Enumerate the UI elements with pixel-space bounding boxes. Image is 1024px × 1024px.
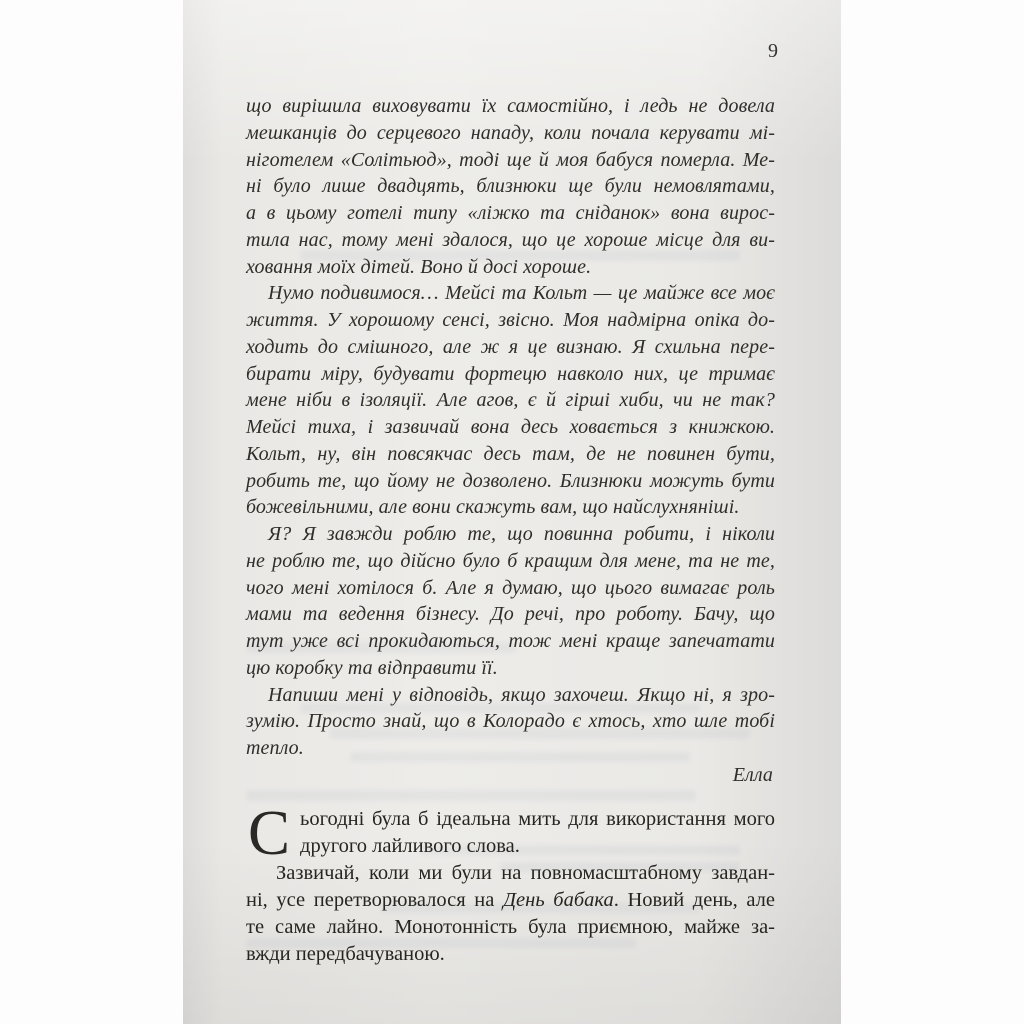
section-line: те саме лайно. Монотонність була приємною, майже за- bbox=[246, 916, 775, 938]
letter-line: тепло. bbox=[246, 737, 304, 759]
letter-line: зумію. Просто знай, що в Колорадо є хтось, хто шле тобі bbox=[246, 710, 775, 733]
section-line-part: ні, усе перетворювалося на bbox=[246, 889, 504, 911]
drop-cap: С bbox=[248, 798, 291, 868]
section-line: другого лайливого слова. bbox=[300, 835, 520, 857]
italic-phrase: День бабака bbox=[503, 889, 614, 911]
section-line: вжди передбачуваною. bbox=[246, 943, 445, 965]
narrative-section bbox=[246, 798, 775, 968]
letter-line: Кольт, ну, він повсякчас десь там, де не повинен бути, bbox=[246, 442, 775, 465]
letter-line: божевільними, але вони скажуть вам, що найслухняніші. bbox=[246, 496, 740, 519]
letter-line: ходить до смішного, але ж я це визнаю. Я схильна пере- bbox=[246, 335, 775, 358]
letter-line: мами та ведення бізнесу. До речі, про роботу. Бачу, що bbox=[246, 603, 775, 626]
section-line-part: . Новий день, але bbox=[613, 889, 775, 911]
letter-line: ховання моїх дітей. Воно й досі хороше. bbox=[246, 255, 592, 278]
letter-line: ні було лише двадцять, близнюки ще були немовлятами, bbox=[246, 175, 775, 198]
letter-line: що вирішила виховувати їх самостійно, і ледь не довела bbox=[246, 95, 775, 117]
letter-paragraph bbox=[246, 682, 775, 762]
letter-line: тут уже всі прокидаються, тож мені краще запечатати bbox=[246, 630, 775, 652]
letter-body bbox=[246, 93, 775, 789]
letter-signature: Елла bbox=[732, 763, 773, 786]
letter-line: а в цьому готелі типу «ліжко та сніданок» вона вирос- bbox=[246, 202, 775, 224]
letter-line: мешканців до серцевого нападу, коли почала керувати мі- bbox=[246, 121, 775, 144]
letter-line: Я? Я завжди роблю те, що повинна робити, і ніколи bbox=[268, 523, 775, 545]
letter-line: Мейсі тиха, і зазвичай вона десь ховається з книжкою. bbox=[246, 416, 775, 438]
letter-line: Напиши мені у відповідь, якщо захочеш. Якщо ні, я зро- bbox=[268, 683, 775, 706]
page-number: 9 bbox=[768, 40, 778, 62]
letter-paragraph bbox=[246, 280, 775, 521]
letter-line: робить те, що йому не дозволено. Близнюки можуть бути bbox=[246, 469, 775, 492]
letter-line: не роблю те, що дійсно було б кращим для мене, та не те, bbox=[246, 549, 775, 572]
letter-line: чого мені хотілося б. Але я думаю, що цього вимагає роль bbox=[246, 576, 775, 599]
letter-line: мене ніби в ізоляції. Але агов, є й гірші хиби, чи не так? bbox=[246, 389, 775, 412]
letter-line: цю коробку та відправити її. bbox=[246, 656, 498, 679]
letter-paragraph bbox=[246, 521, 775, 682]
section-line: ьогодні була б ідеальна мить для використання мого bbox=[300, 808, 775, 830]
letter-paragraph bbox=[246, 93, 775, 280]
letter-line: життя. У хорошому сенсі, звісно. Моя надмірна опіка до- bbox=[246, 309, 775, 331]
letter-line: Нумо подивимося… Мейсі та Кольт — це майже все моє bbox=[268, 282, 775, 305]
letter-line: бирати міру, будувати фортецю навколо них, це тримає bbox=[246, 362, 775, 385]
letter-line: ніготелем «Солітьюд», тоді ще й моя бабуся померла. Ме- bbox=[246, 148, 775, 171]
section-line bbox=[246, 887, 775, 914]
book-page bbox=[183, 0, 841, 1024]
letter-line: тила нас, тому мені здалося, що це хороше місце для ви- bbox=[246, 228, 775, 251]
section-line: Зазвичай, коли ми були на повномасштабному завдан- bbox=[276, 862, 775, 884]
show-through-text bbox=[246, 790, 696, 801]
